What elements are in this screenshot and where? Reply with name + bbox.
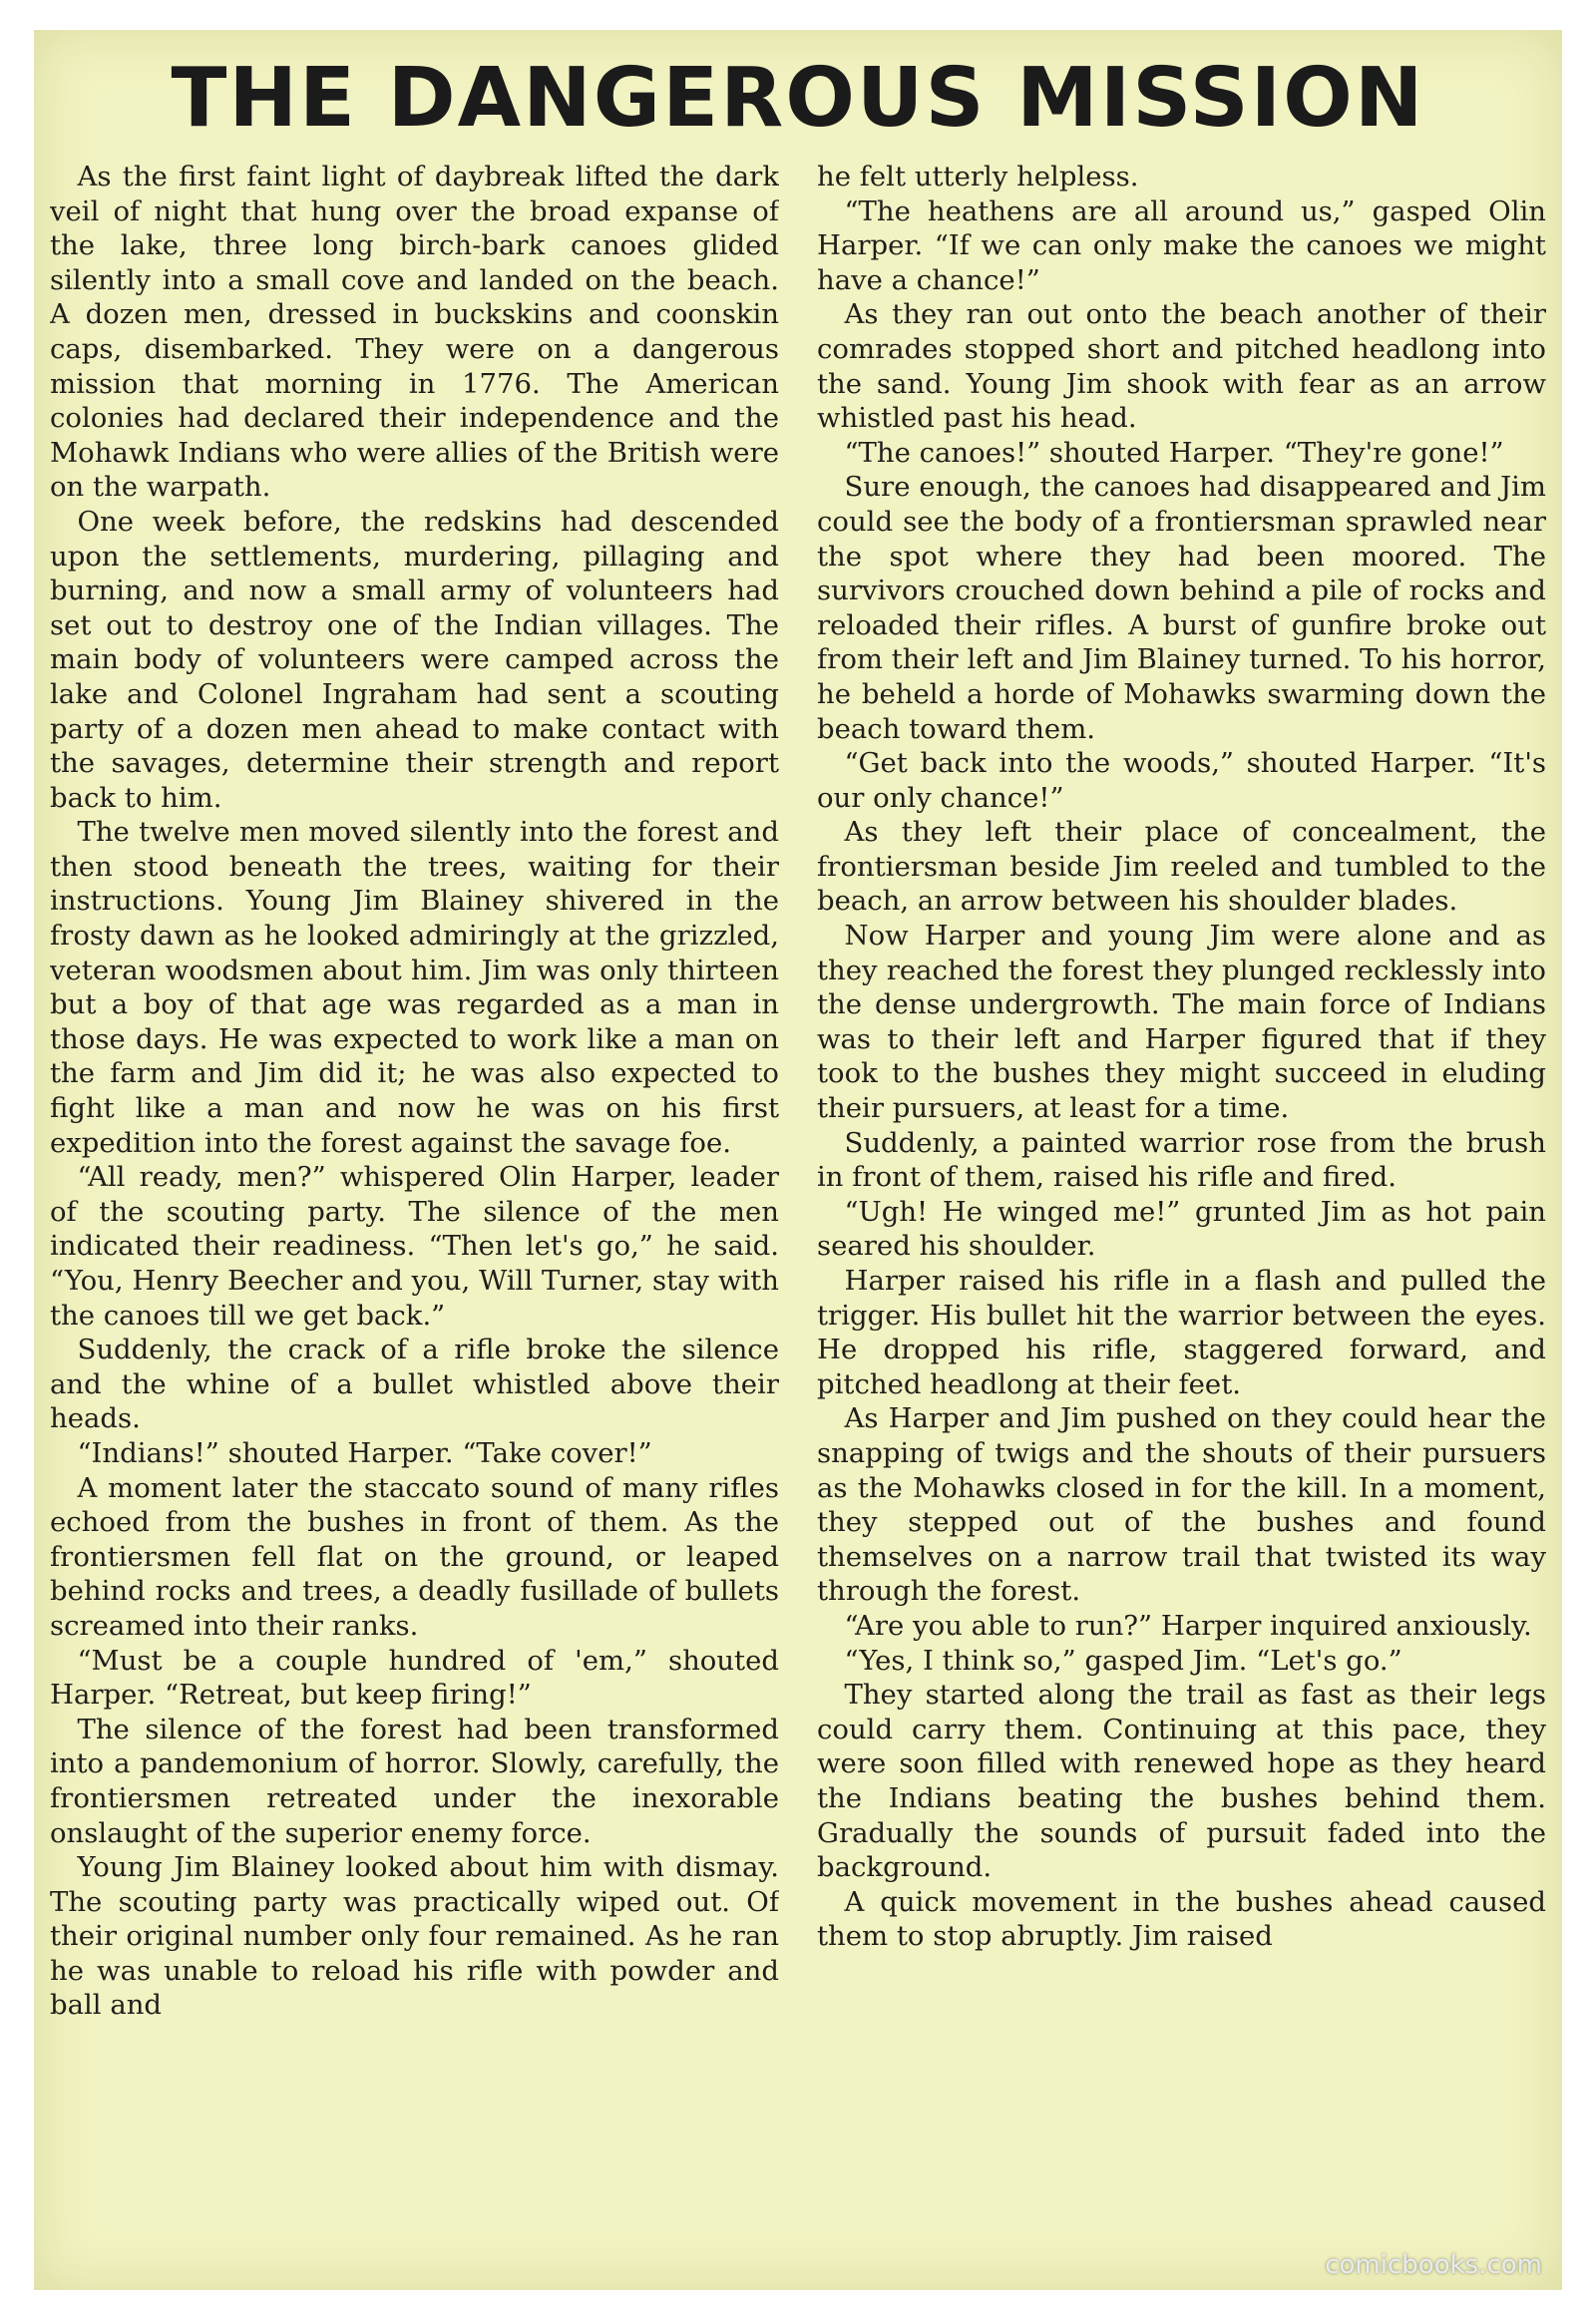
paragraph: “The canoes!” shouted Harper. “They're gone!” — [844, 436, 1504, 469]
paragraph: As the first faint light of daybreak lifted the dark veil of night that hung over the broad expanse of the lake, three long birch-bark canoes glided silently into a small cove and landed on the beach. A dozen men, dressed in buckskins and coonskin caps, disembarked. They were on a dangerous mission that morning in 1776. The American colonies had declared their independence and the Mohawk Indians who were allies of the British were on the warpath. — [50, 161, 779, 504]
column-right — [817, 160, 1546, 2274]
column-left — [50, 160, 779, 2274]
paragraph: A quick movement in the bushes ahead caused them to stop abruptly. Jim raised — [817, 1885, 1546, 1953]
paragraph: he felt utterly helpless. — [817, 161, 1139, 193]
paragraph: Harper raised his rifle in a flash and pulled the trigger. His bullet hit the warrior between the eyes. He dropped his rifle, staggered forward, and pitched headlong at their feet. — [817, 1265, 1546, 1400]
paragraph: “All ready, men?” whispered Olin Harper, leader of the scouting party. The silence of the men indicated their readiness. “Then let's go,” he said. “You, Henry Beecher and you, Will Turner, stay with the canoes till we get back.” — [50, 1161, 779, 1332]
paragraph: “The heathens are all around us,” gasped Olin Harper. “If we can only make the canoes we might have a chance!” — [817, 194, 1546, 296]
story-title: THE DANGEROUS MISSION — [171, 51, 1425, 146]
paragraph: Sure enough, the canoes had disappeared and Jim could see the body of a frontiersman sprawled near the spot where they had been moored. The survivors crouched down behind a pile of rocks and reloaded their rifles. A burst of gunfire broke out from their left and Jim Blainey turned. To his horror, he beheld a horde of Mohawks swarming down the beach toward them. — [817, 471, 1546, 745]
paragraph: The silence of the forest had been transformed into a pandemonium of horror. Slowly, carefully, the frontiersmen retreated under the inexorable onslaught of the superior enemy force. — [50, 1713, 779, 1849]
paragraph: “Yes, I think so,” gasped Jim. “Let's go.” — [844, 1644, 1402, 1677]
story-page — [34, 30, 1562, 2290]
paragraph: One week before, the redskins had descended upon the settlements, murdering, pillaging and burning, and now a small army of volunteers had set out to destroy one of the Indian villages. The main body of volunteers were camped across the lake and Colonel Ingraham had sent a scouting party of a dozen men ahead to make contact with the savages, determine their strength and report back to him. — [50, 505, 779, 814]
paragraph: Suddenly, the crack of a rifle broke the silence and the whine of a bullet whistled above their heads. — [50, 1334, 779, 1435]
paragraph: The twelve men moved silently into the forest and then stood beneath the trees, waiting for their instructions. Young Jim Blainey shivered in the frosty dawn as he looked admiringly at the grizzled, veteran woodsmen about him. Jim was only thirteen but a boy of that age was regarded as a man in those days. He was expected to work like a man on the farm and Jim did it; he was also expected to fight like a man and now he was on his first expedition into the forest against the savage foe. — [50, 816, 779, 1159]
paragraph: Now Harper and young Jim were alone and as they reached the forest they plunged recklessly into the dense undergrowth. The main force of Indians was to their left and Harper figured that if they took to the bushes they might succeed in eluding their pursuers, at least for a time. — [817, 920, 1546, 1125]
paragraph: A moment later the staccato sound of many rifles echoed from the bushes in front of them. As the frontiersmen fell flat on the ground, or leaped behind rocks and trees, a deadly fusillade of bullets screamed into their ranks. — [50, 1471, 779, 1642]
paragraph: Suddenly, a painted warrior rose from the brush in front of them, raised his rifle and fired. — [817, 1126, 1546, 1194]
paragraph: “Indians!” shouted Harper. “Take cover!” — [77, 1436, 652, 1469]
watermark: comicbooks.com — [1325, 2250, 1542, 2280]
paragraph: “Get back into the woods,” shouted Harper. “It's our only chance!” — [817, 747, 1546, 814]
paragraph: As they left their place of concealment, the frontiersman beside Jim reeled and tumbled to the beach, an arrow between his shoulder blades. — [817, 816, 1546, 918]
paragraph: “Must be a couple hundred of 'em,” shouted Harper. “Retreat, but keep firing!” — [50, 1644, 779, 1712]
paragraph: “Are you able to run?” Harper inquired anxiously. — [844, 1609, 1532, 1642]
paragraph: As they ran out onto the beach another of their comrades stopped short and pitched headlong into the sand. Young Jim shook with fear as an arrow whistled past his head. — [817, 298, 1546, 435]
paragraph: As Harper and Jim pushed on they could hear the snapping of twigs and the shouts of their pursuers as the Mohawks closed in for the kill. In a moment, they stepped out of the bushes and found themselves on a narrow trail that twisted its way through the forest. — [817, 1402, 1546, 1608]
paragraph: “Ugh! He winged me!” grunted Jim as hot pain seared his shoulder. — [817, 1195, 1546, 1263]
paragraph: They started along the trail as fast as their legs could carry them. Continuing at this pace, they were soon filled with renewed hope as they heard the Indians beating the bushes behind them. Gradually the sounds of pursuit faded into the background. — [817, 1679, 1546, 1884]
text-columns — [50, 160, 1546, 2274]
paragraph: Young Jim Blainey looked about him with dismay. The scouting party was practically wiped out. Of their original number only four remained. As he ran he was unable to reload his rifle with powder and ball and — [50, 1851, 779, 2022]
